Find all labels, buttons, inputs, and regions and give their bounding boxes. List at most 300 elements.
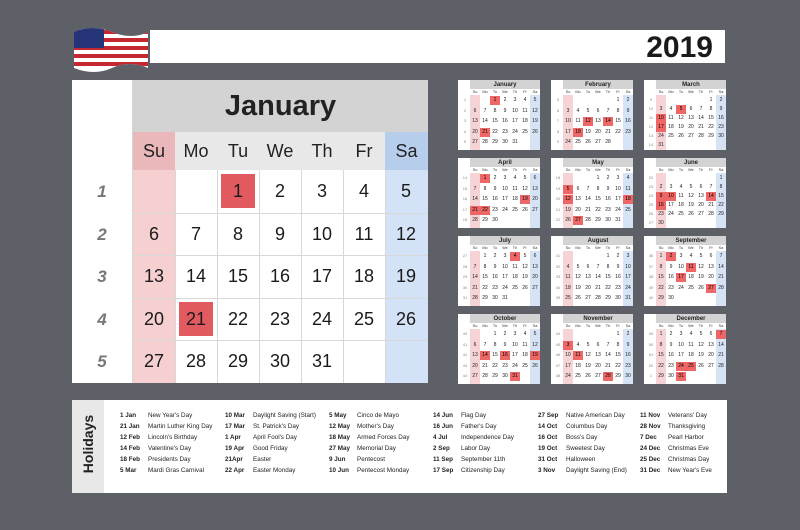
- mini-day[interactable]: 4: [576, 107, 580, 114]
- mini-day[interactable]: 1: [480, 174, 490, 183]
- mini-day[interactable]: 9: [669, 341, 673, 348]
- mini-day[interactable]: 21: [718, 274, 724, 280]
- mini-day[interactable]: 11: [678, 193, 684, 199]
- day-cell[interactable]: 17: [311, 266, 333, 287]
- mini-day[interactable]: 19: [688, 202, 694, 208]
- mini-day[interactable]: [686, 141, 696, 150]
- mini-day[interactable]: 19: [520, 195, 530, 204]
- mini-day[interactable]: [706, 219, 716, 228]
- mini-day[interactable]: 30: [502, 373, 508, 379]
- mini-day[interactable]: 28: [718, 362, 724, 369]
- mini-day[interactable]: [676, 174, 686, 183]
- mini-day[interactable]: 14: [482, 118, 488, 124]
- mini-day[interactable]: 3: [563, 341, 573, 350]
- mini-day[interactable]: 5: [699, 253, 703, 259]
- mini-day[interactable]: 25: [688, 284, 694, 291]
- mini-day[interactable]: 13: [688, 115, 694, 121]
- mini-day[interactable]: 10: [565, 352, 571, 358]
- mini-day[interactable]: 26: [522, 284, 528, 291]
- mini-day[interactable]: 11: [688, 341, 694, 348]
- mini-day[interactable]: 19: [575, 284, 581, 291]
- mini-day[interactable]: [470, 330, 480, 339]
- day-cell[interactable]: 3: [316, 181, 327, 201]
- mini-day[interactable]: 7: [473, 185, 477, 192]
- mini-day[interactable]: 20: [595, 362, 601, 369]
- mini-day[interactable]: [520, 372, 530, 381]
- mini-day[interactable]: 6: [533, 175, 537, 181]
- mini-day[interactable]: 22: [595, 206, 601, 213]
- mini-day[interactable]: 5: [586, 107, 590, 114]
- mini-day[interactable]: 15: [658, 274, 664, 280]
- mini-day[interactable]: 17: [676, 273, 686, 282]
- mini-day[interactable]: 9: [669, 263, 673, 270]
- mini-day[interactable]: [716, 294, 726, 303]
- mini-day[interactable]: 31: [625, 295, 631, 301]
- mini-day[interactable]: 27: [532, 206, 538, 213]
- mini-day[interactable]: 14: [706, 192, 716, 201]
- mini-day[interactable]: 24: [658, 133, 664, 139]
- mini-day[interactable]: [563, 252, 573, 261]
- mini-day[interactable]: 4: [576, 341, 580, 348]
- day-cell[interactable]: 24: [311, 308, 333, 329]
- mini-day[interactable]: 15: [595, 196, 601, 202]
- mini-day[interactable]: [573, 96, 583, 105]
- mini-day[interactable]: 23: [502, 128, 508, 135]
- mini-day[interactable]: 8: [616, 107, 620, 114]
- mini-day[interactable]: 17: [668, 202, 674, 208]
- mini-day[interactable]: 14: [718, 341, 724, 348]
- mini-day[interactable]: 24: [512, 362, 518, 369]
- mini-calendar-june[interactable]: [644, 158, 726, 228]
- mini-day[interactable]: 28: [718, 284, 724, 291]
- mini-day[interactable]: 12: [585, 352, 591, 358]
- mini-day[interactable]: 16: [492, 274, 498, 280]
- mini-day[interactable]: 26: [585, 373, 591, 379]
- mini-day[interactable]: [583, 174, 593, 183]
- mini-day[interactable]: 21: [718, 352, 724, 358]
- mini-day[interactable]: 21: [482, 362, 488, 369]
- mini-day[interactable]: 24: [512, 128, 518, 135]
- mini-day[interactable]: 17: [565, 128, 571, 135]
- mini-day[interactable]: 19: [532, 118, 538, 124]
- mini-day[interactable]: 4: [566, 263, 570, 270]
- mini-day[interactable]: 26: [698, 362, 704, 369]
- mini-day[interactable]: 28: [482, 373, 488, 379]
- mini-day[interactable]: 2: [493, 175, 497, 181]
- mini-day[interactable]: 2: [626, 97, 630, 103]
- mini-day[interactable]: 5: [533, 331, 537, 337]
- mini-day[interactable]: [676, 294, 686, 303]
- mini-day[interactable]: [563, 330, 573, 339]
- day-cell[interactable]: 22: [227, 308, 249, 329]
- mini-day[interactable]: [583, 330, 593, 339]
- mini-day[interactable]: 20: [688, 124, 694, 130]
- mini-day[interactable]: 6: [576, 185, 580, 192]
- mini-day[interactable]: 14: [472, 196, 478, 202]
- mini-day[interactable]: 3: [566, 107, 570, 114]
- day-cell[interactable]: 10: [311, 223, 333, 244]
- mini-day[interactable]: 29: [492, 139, 498, 145]
- mini-day[interactable]: 13: [698, 193, 704, 199]
- mini-day[interactable]: 26: [678, 133, 684, 139]
- mini-day[interactable]: 4: [513, 175, 517, 181]
- mini-day[interactable]: [686, 294, 696, 303]
- mini-day[interactable]: 22: [658, 284, 664, 291]
- mini-day[interactable]: 16: [668, 274, 674, 280]
- mini-day[interactable]: 23: [625, 362, 631, 369]
- mini-day[interactable]: 12: [583, 117, 593, 126]
- mini-day[interactable]: 9: [493, 263, 497, 270]
- mini-day[interactable]: [603, 330, 613, 339]
- mini-day[interactable]: 18: [565, 284, 571, 291]
- mini-day[interactable]: 28: [585, 217, 591, 223]
- mini-day[interactable]: 18: [678, 202, 684, 208]
- mini-day[interactable]: 10: [656, 114, 666, 123]
- mini-day[interactable]: 15: [658, 352, 664, 358]
- mini-day[interactable]: 18: [688, 274, 694, 280]
- mini-day[interactable]: 18: [688, 352, 694, 358]
- mini-day[interactable]: 17: [565, 362, 571, 369]
- mini-day[interactable]: 30: [492, 217, 498, 223]
- mini-day[interactable]: 10: [625, 263, 631, 270]
- mini-day[interactable]: 27: [595, 139, 601, 145]
- mini-day[interactable]: 1: [596, 175, 600, 181]
- mini-day[interactable]: 3: [616, 175, 620, 181]
- mini-day[interactable]: 9: [493, 185, 497, 192]
- mini-day[interactable]: 22: [482, 284, 488, 291]
- mini-day[interactable]: 23: [625, 128, 631, 135]
- mini-day[interactable]: 10: [615, 185, 621, 192]
- mini-day[interactable]: 29: [658, 373, 664, 379]
- mini-day[interactable]: 22: [605, 284, 611, 291]
- mini-day[interactable]: [696, 294, 706, 303]
- mini-day[interactable]: 1: [659, 253, 663, 259]
- mini-day[interactable]: 4: [510, 252, 520, 261]
- mini-day[interactable]: 24: [565, 373, 571, 379]
- mini-day[interactable]: 12: [678, 115, 684, 121]
- mini-day[interactable]: 23: [502, 362, 508, 369]
- mini-day[interactable]: 7: [699, 106, 703, 112]
- mini-day[interactable]: 20: [532, 274, 538, 280]
- mini-day[interactable]: 28: [603, 372, 613, 381]
- mini-day[interactable]: 21: [472, 284, 478, 291]
- mini-day[interactable]: 29: [595, 217, 601, 223]
- mini-day[interactable]: 11: [573, 351, 583, 360]
- mini-calendar-february[interactable]: [551, 80, 633, 150]
- mini-day[interactable]: 14: [718, 263, 724, 270]
- mini-day[interactable]: [593, 96, 603, 105]
- mini-day[interactable]: 29: [605, 295, 611, 301]
- mini-day[interactable]: 24: [678, 284, 684, 291]
- day-cell[interactable]: 14: [185, 266, 207, 287]
- mini-day[interactable]: 31: [658, 142, 664, 148]
- mini-day[interactable]: 14: [585, 196, 591, 202]
- mini-day[interactable]: 5: [523, 175, 527, 181]
- day-cell[interactable]: 29: [227, 351, 249, 372]
- mini-day[interactable]: 11: [565, 274, 571, 280]
- mini-day[interactable]: 30: [668, 295, 674, 301]
- mini-calendar-september[interactable]: [644, 236, 726, 306]
- mini-day[interactable]: 1: [483, 253, 487, 259]
- mini-day[interactable]: 7: [586, 185, 590, 192]
- mini-calendar-january[interactable]: [458, 80, 540, 150]
- mini-day[interactable]: 18: [575, 362, 581, 369]
- mini-day[interactable]: 26: [585, 139, 591, 145]
- mini-day[interactable]: 25: [575, 373, 581, 379]
- mini-day[interactable]: [573, 330, 583, 339]
- mini-day[interactable]: 17: [512, 352, 518, 358]
- mini-day[interactable]: 12: [698, 341, 704, 348]
- mini-day[interactable]: 24: [625, 284, 631, 291]
- mini-day[interactable]: 10: [678, 263, 684, 270]
- mini-day[interactable]: 13: [532, 185, 538, 192]
- mini-day[interactable]: [593, 330, 603, 339]
- mini-day[interactable]: 10: [512, 341, 518, 348]
- mini-day[interactable]: 6: [689, 106, 693, 112]
- mini-day[interactable]: 12: [563, 195, 573, 204]
- mini-day[interactable]: 4: [689, 253, 693, 259]
- mini-day[interactable]: 15: [718, 193, 724, 199]
- mini-day[interactable]: 16: [625, 118, 631, 124]
- mini-day[interactable]: 12: [532, 107, 538, 114]
- mini-day[interactable]: 7: [606, 341, 610, 348]
- mini-day[interactable]: 22: [615, 128, 621, 135]
- mini-day[interactable]: 10: [502, 263, 508, 270]
- mini-day[interactable]: 15: [615, 352, 621, 358]
- mini-day[interactable]: 20: [575, 206, 581, 213]
- mini-day[interactable]: 14: [480, 351, 490, 360]
- mini-day[interactable]: 28: [595, 295, 601, 301]
- mini-day[interactable]: 15: [615, 118, 621, 124]
- mini-day[interactable]: 8: [493, 107, 497, 114]
- mini-day[interactable]: [583, 96, 593, 105]
- mini-day[interactable]: 31: [510, 372, 520, 381]
- mini-day[interactable]: 28: [472, 217, 478, 223]
- mini-day[interactable]: [696, 372, 706, 381]
- day-cell[interactable]: 28: [185, 351, 207, 372]
- mini-day[interactable]: 25: [512, 284, 518, 291]
- mini-day[interactable]: [696, 219, 706, 228]
- mini-day[interactable]: 13: [472, 352, 478, 358]
- mini-day[interactable]: 23: [605, 206, 611, 213]
- mini-day[interactable]: 31: [512, 139, 518, 145]
- mini-day[interactable]: 22: [492, 362, 498, 369]
- mini-day[interactable]: 3: [679, 253, 683, 259]
- mini-calendar-march[interactable]: [644, 80, 726, 150]
- mini-day[interactable]: 29: [492, 373, 498, 379]
- mini-day[interactable]: 12: [575, 274, 581, 280]
- mini-day[interactable]: 2: [493, 253, 497, 259]
- mini-day[interactable]: [470, 252, 480, 261]
- mini-day[interactable]: 13: [595, 118, 601, 124]
- mini-day[interactable]: [696, 174, 706, 183]
- day-cell[interactable]: 15: [227, 266, 249, 287]
- mini-day[interactable]: 13: [472, 118, 478, 124]
- mini-day[interactable]: 1: [493, 331, 497, 337]
- mini-day[interactable]: 16: [500, 351, 510, 360]
- day-cell[interactable]: 31: [311, 351, 333, 372]
- mini-day[interactable]: 13: [595, 352, 601, 358]
- mini-day[interactable]: [530, 372, 540, 381]
- mini-day[interactable]: [686, 372, 696, 381]
- day-cell[interactable]: 20: [143, 308, 165, 329]
- mini-day[interactable]: 25: [512, 206, 518, 213]
- mini-day[interactable]: [696, 141, 706, 150]
- mini-day[interactable]: [623, 216, 633, 225]
- mini-day[interactable]: 17: [502, 274, 508, 280]
- mini-day[interactable]: 25: [522, 128, 528, 135]
- day-cell[interactable]: 30: [269, 351, 291, 372]
- mini-day[interactable]: 9: [626, 341, 630, 348]
- day-cell[interactable]: 2: [274, 181, 285, 201]
- mini-day[interactable]: [716, 219, 726, 228]
- day-cell[interactable]: 18: [353, 266, 375, 287]
- mini-day[interactable]: 18: [522, 352, 528, 358]
- mini-day[interactable]: 2: [503, 331, 507, 337]
- mini-day[interactable]: [480, 330, 490, 339]
- mini-day[interactable]: 26: [522, 206, 528, 213]
- mini-day[interactable]: 6: [533, 253, 537, 259]
- mini-day[interactable]: 25: [625, 206, 631, 213]
- mini-day[interactable]: 27: [698, 211, 704, 217]
- mini-day[interactable]: 7: [716, 330, 726, 339]
- mini-day[interactable]: 27: [472, 373, 478, 379]
- mini-day[interactable]: 24: [668, 211, 674, 217]
- mini-day[interactable]: 13: [532, 263, 538, 270]
- mini-day[interactable]: 6: [709, 331, 713, 337]
- mini-day[interactable]: [706, 174, 716, 183]
- mini-day[interactable]: 29: [718, 211, 724, 217]
- mini-day[interactable]: 25: [668, 133, 674, 139]
- mini-day[interactable]: [573, 174, 583, 183]
- mini-calendar-august[interactable]: [551, 236, 633, 306]
- mini-day[interactable]: [510, 216, 520, 225]
- mini-day[interactable]: 5: [523, 253, 527, 259]
- mini-day[interactable]: 22: [658, 362, 664, 369]
- mini-day[interactable]: 3: [679, 331, 683, 337]
- mini-day[interactable]: [530, 216, 540, 225]
- mini-day[interactable]: 2: [503, 97, 507, 103]
- day-cell[interactable]: 23: [269, 308, 291, 329]
- mini-day[interactable]: 4: [679, 184, 683, 190]
- mini-day[interactable]: [593, 252, 603, 261]
- mini-day[interactable]: 29: [708, 133, 714, 139]
- mini-day[interactable]: 5: [586, 341, 590, 348]
- mini-day[interactable]: 17: [625, 274, 631, 280]
- mini-day[interactable]: 19: [565, 206, 571, 213]
- mini-day[interactable]: 19: [698, 274, 704, 280]
- mini-day[interactable]: 12: [688, 193, 694, 199]
- mini-day[interactable]: 15: [708, 115, 714, 121]
- mini-day[interactable]: 7: [606, 107, 610, 114]
- mini-day[interactable]: 5: [533, 97, 537, 103]
- mini-day[interactable]: 2: [616, 253, 620, 259]
- mini-day[interactable]: [520, 294, 530, 303]
- mini-day[interactable]: 27: [472, 139, 478, 145]
- mini-day[interactable]: 18: [512, 196, 518, 202]
- mini-day[interactable]: 2: [719, 97, 723, 103]
- mini-day[interactable]: 5: [689, 184, 693, 190]
- mini-day[interactable]: 16: [615, 274, 621, 280]
- mini-day[interactable]: [666, 174, 676, 183]
- mini-day[interactable]: 29: [658, 295, 664, 301]
- mini-day[interactable]: 10: [678, 341, 684, 348]
- mini-day[interactable]: 25: [678, 211, 684, 217]
- mini-day[interactable]: 9: [503, 107, 507, 114]
- mini-day[interactable]: 2: [666, 252, 676, 261]
- mini-day[interactable]: 24: [502, 206, 508, 213]
- mini-day[interactable]: [686, 96, 696, 105]
- mini-day[interactable]: [480, 96, 490, 105]
- mini-day[interactable]: [706, 372, 716, 381]
- mini-day[interactable]: [656, 174, 666, 183]
- mini-day[interactable]: 18: [573, 128, 583, 137]
- mini-day[interactable]: [666, 96, 676, 105]
- day-cell[interactable]: 26: [395, 308, 417, 329]
- day-cell[interactable]: 8: [232, 223, 243, 244]
- mini-day[interactable]: 21: [595, 284, 601, 291]
- mini-day[interactable]: 19: [678, 124, 684, 130]
- mini-day[interactable]: 3: [513, 97, 517, 103]
- mini-day[interactable]: 28: [482, 139, 488, 145]
- mini-day[interactable]: 15: [492, 352, 498, 358]
- mini-day[interactable]: 27: [706, 284, 716, 293]
- mini-day[interactable]: 19: [585, 128, 591, 135]
- mini-day[interactable]: 30: [615, 295, 621, 301]
- mini-day[interactable]: 26: [575, 295, 581, 301]
- mini-day[interactable]: 25: [575, 139, 581, 145]
- mini-day[interactable]: 16: [492, 196, 498, 202]
- mini-day[interactable]: [716, 141, 726, 150]
- mini-day[interactable]: 7: [709, 184, 713, 190]
- mini-day[interactable]: 23: [615, 284, 621, 291]
- mini-day[interactable]: 11: [686, 263, 696, 272]
- mini-day[interactable]: 28: [605, 139, 611, 145]
- mini-day[interactable]: 3: [503, 175, 507, 181]
- mini-day[interactable]: 6: [709, 253, 713, 259]
- mini-day[interactable]: 9: [626, 107, 630, 114]
- day-cell[interactable]: 13: [143, 266, 165, 287]
- day-cell[interactable]: 9: [274, 223, 285, 244]
- mini-day[interactable]: 11: [625, 185, 631, 192]
- mini-day[interactable]: 12: [698, 263, 704, 270]
- mini-day[interactable]: [520, 216, 530, 225]
- mini-day[interactable]: 21: [480, 128, 490, 137]
- mini-day[interactable]: 5: [563, 185, 573, 194]
- mini-day[interactable]: [706, 141, 716, 150]
- mini-day[interactable]: [583, 252, 593, 261]
- mini-day[interactable]: 12: [532, 341, 538, 348]
- mini-day[interactable]: 4: [689, 331, 693, 337]
- mini-day[interactable]: 23: [492, 284, 498, 291]
- mini-day[interactable]: 14: [605, 352, 611, 358]
- mini-day[interactable]: 31: [676, 372, 686, 381]
- mini-day[interactable]: 22: [718, 202, 724, 208]
- mini-day[interactable]: [520, 138, 530, 147]
- mini-day[interactable]: 9: [616, 263, 620, 270]
- mini-day[interactable]: 6: [596, 341, 600, 348]
- mini-day[interactable]: 2: [659, 184, 663, 190]
- mini-day[interactable]: 10: [565, 118, 571, 124]
- mini-day[interactable]: 15: [605, 274, 611, 280]
- mini-day[interactable]: 26: [565, 217, 571, 223]
- mini-day[interactable]: 24: [615, 206, 621, 213]
- mini-day[interactable]: 25: [686, 362, 696, 371]
- mini-day[interactable]: 9: [719, 106, 723, 112]
- mini-day[interactable]: 13: [708, 341, 714, 348]
- mini-day[interactable]: 5: [676, 105, 686, 114]
- mini-day[interactable]: 21: [605, 362, 611, 369]
